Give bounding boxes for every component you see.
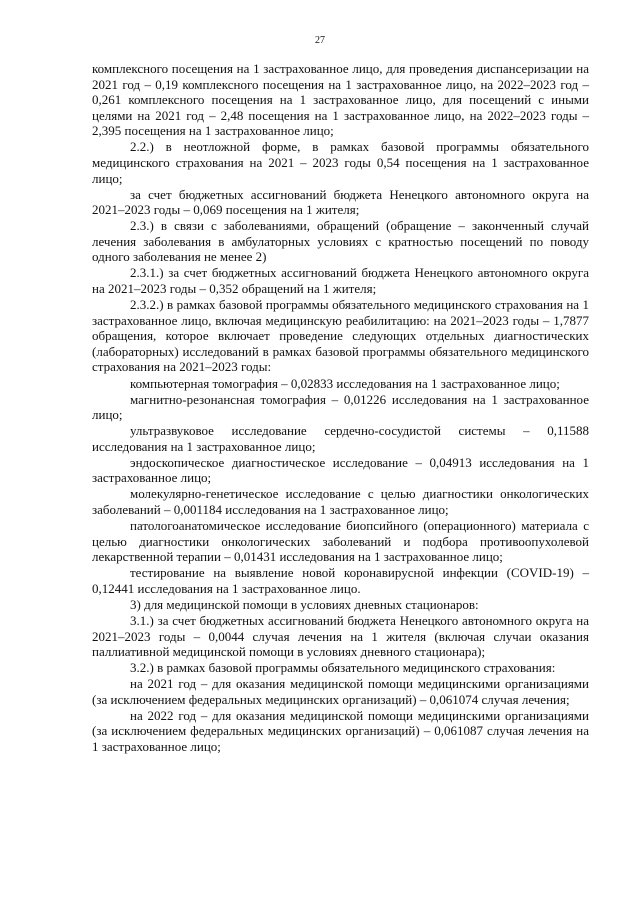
paragraph: на 2021 год – для оказания медицинской помощи медицинскими организациями (за исключением федеральных медицинских организаций) – 0,061074 случая лечения; [92, 676, 589, 707]
paragraph: 3.1.) за счет бюджетных ассигнований бюджета Ненецкого автономного округа на 2021–2023 годы – 0,0044 случая лечения на 1 жителя (включая случаи оказания паллиативной медицинской помощи в условиях дневного стационара); [92, 612, 589, 660]
paragraph: 2.2.) в неотложной форме, в рамках базовой программы обязательного медицинского страхования на 2021 – 2023 годы 0,54 посещения на 1 застрахованное лицо; [92, 139, 589, 186]
paragraph: эндоскопическое диагностическое исследование – 0,04913 исследования на 1 застрахованное лицо; [92, 454, 589, 486]
paragraph: патологоанатомическое исследование биопсийного (операционного) материала с целью диагностики онкологических заболеваний и подбора противоопухолевой лекарственной терапии – 0,01431 исследования на 1 застрахованное лицо; [92, 518, 589, 565]
paragraph: 3) для медицинской помощи в условиях дневных стационаров: [130, 596, 479, 612]
paragraph: магнитно-резонансная томография – 0,01226 исследования на 1 застрахованное лицо; [92, 391, 589, 423]
paragraph: 2.3.2.) в рамках базовой программы обязательного медицинского страхования на 1 застрахованное лицо, включая медицинскую реабилитацию: на 2021–2023 годы – 1,7877 обращения, которое включает проведение следующих отдельных диагностических (лабораторных) исследований в рамках базовой программы обязательного медицинского страхования на 2021–2023 годы: [92, 297, 589, 375]
paragraph: тестирование на выявление новой коронавирусной инфекции (COVID-19) – 0,12441 исследования на 1 застрахованное лицо. [92, 565, 589, 596]
paragraph: за счет бюджетных ассигнований бюджета Ненецкого автономного округа на 2021–2023 годы – 0,069 посещения на 1 жителя; [92, 186, 589, 218]
paragraph: 3.2.) в рамках базовой программы обязательного медицинского страхования: [130, 660, 556, 676]
paragraph: молекулярно-генетическое исследование с целью диагностики онкологических заболеваний – 0,001184 исследования на 1 застрахованное лицо; [92, 486, 589, 517]
paragraph: 2.3.) в связи с заболеваниями, обращений (обращение – законченный случай лечения заболевания в амбулаторных условиях с кратностью посещений по поводу одного заболевания не менее 2) [92, 218, 589, 265]
document-body [92, 61, 589, 755]
paragraph: 2.3.1.) за счет бюджетных ассигнований бюджета Ненецкого автономного округа на 2021–2023 годы – 0,352 обращений на 1 жителя; [92, 265, 589, 297]
paragraph: на 2022 год – для оказания медицинской помощи медицинскими организациями (за исключением федеральных медицинских организаций) – 0,061087 случая лечения на 1 застрахованное лицо; [92, 707, 589, 754]
paragraph: компьютерная томография – 0,02833 исследования на 1 застрахованное лицо; [130, 375, 560, 391]
paragraph: ультразвуковое исследование сердечно-сосудистой системы – 0,11588 исследования на 1 застрахованное лицо; [92, 423, 589, 454]
page-number: 27 [315, 35, 325, 46]
paragraph: комплексного посещения на 1 застрахованное лицо, для проведения диспансеризации на 2021 год – 0,19 комплексного посещения на 1 застрахованное лицо, на 2022–2023 год – 0,261 комплексного посещения на 1 застрахованное лицо, для посещений с иными целями на 2021 год – 2,48 посещения на 1 застрахованное лицо, на 2022–2023 годы – 2,395 посещения на 1 застрахованное лицо; [92, 61, 589, 139]
